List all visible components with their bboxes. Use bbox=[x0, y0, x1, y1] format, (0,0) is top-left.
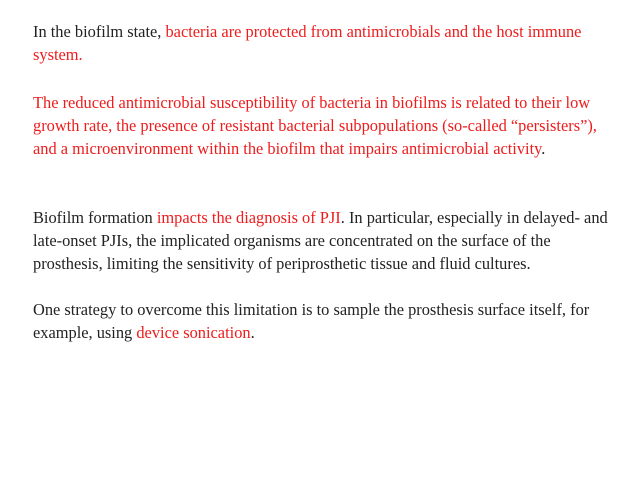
text-segment: . bbox=[250, 323, 255, 343]
paragraph-pji-diagnosis bbox=[33, 206, 623, 276]
paragraph-reduced-susceptibility bbox=[33, 91, 623, 161]
paragraph-sonication-strategy bbox=[33, 298, 623, 344]
text-segment: . In particular, especially in delayed- and late-onset PJIs, the implicated organisms are concentrated on the surface of the prosthesis, limiting the sensitivity of periprosthetic tissue and fluid cultures. bbox=[33, 208, 608, 274]
text-segment: . bbox=[541, 139, 546, 159]
highlighted-text: The reduced antimicrobial susceptibility of bacteria in biofilms is related to their low growth rate, the presence of resistant bacterial subpopulations (so-called “persisters”), and a microenvironment within the biofilm that impairs antimicrobial activity bbox=[33, 93, 597, 159]
text-segment: In the biofilm state, bbox=[33, 22, 166, 41]
highlighted-text: device sonication bbox=[136, 323, 251, 343]
paragraph-biofilm-protection bbox=[33, 20, 623, 66]
highlighted-text: impacts the diagnosis of PJI bbox=[156, 208, 341, 227]
text-segment: Biofilm formation bbox=[33, 208, 157, 227]
text-segment: One strategy to overcome this limitation is to sample the prosthesis surface itself, for example, using bbox=[33, 300, 590, 343]
highlighted-text: bacteria are protected from antimicrobials and the host immune system. bbox=[33, 22, 582, 65]
